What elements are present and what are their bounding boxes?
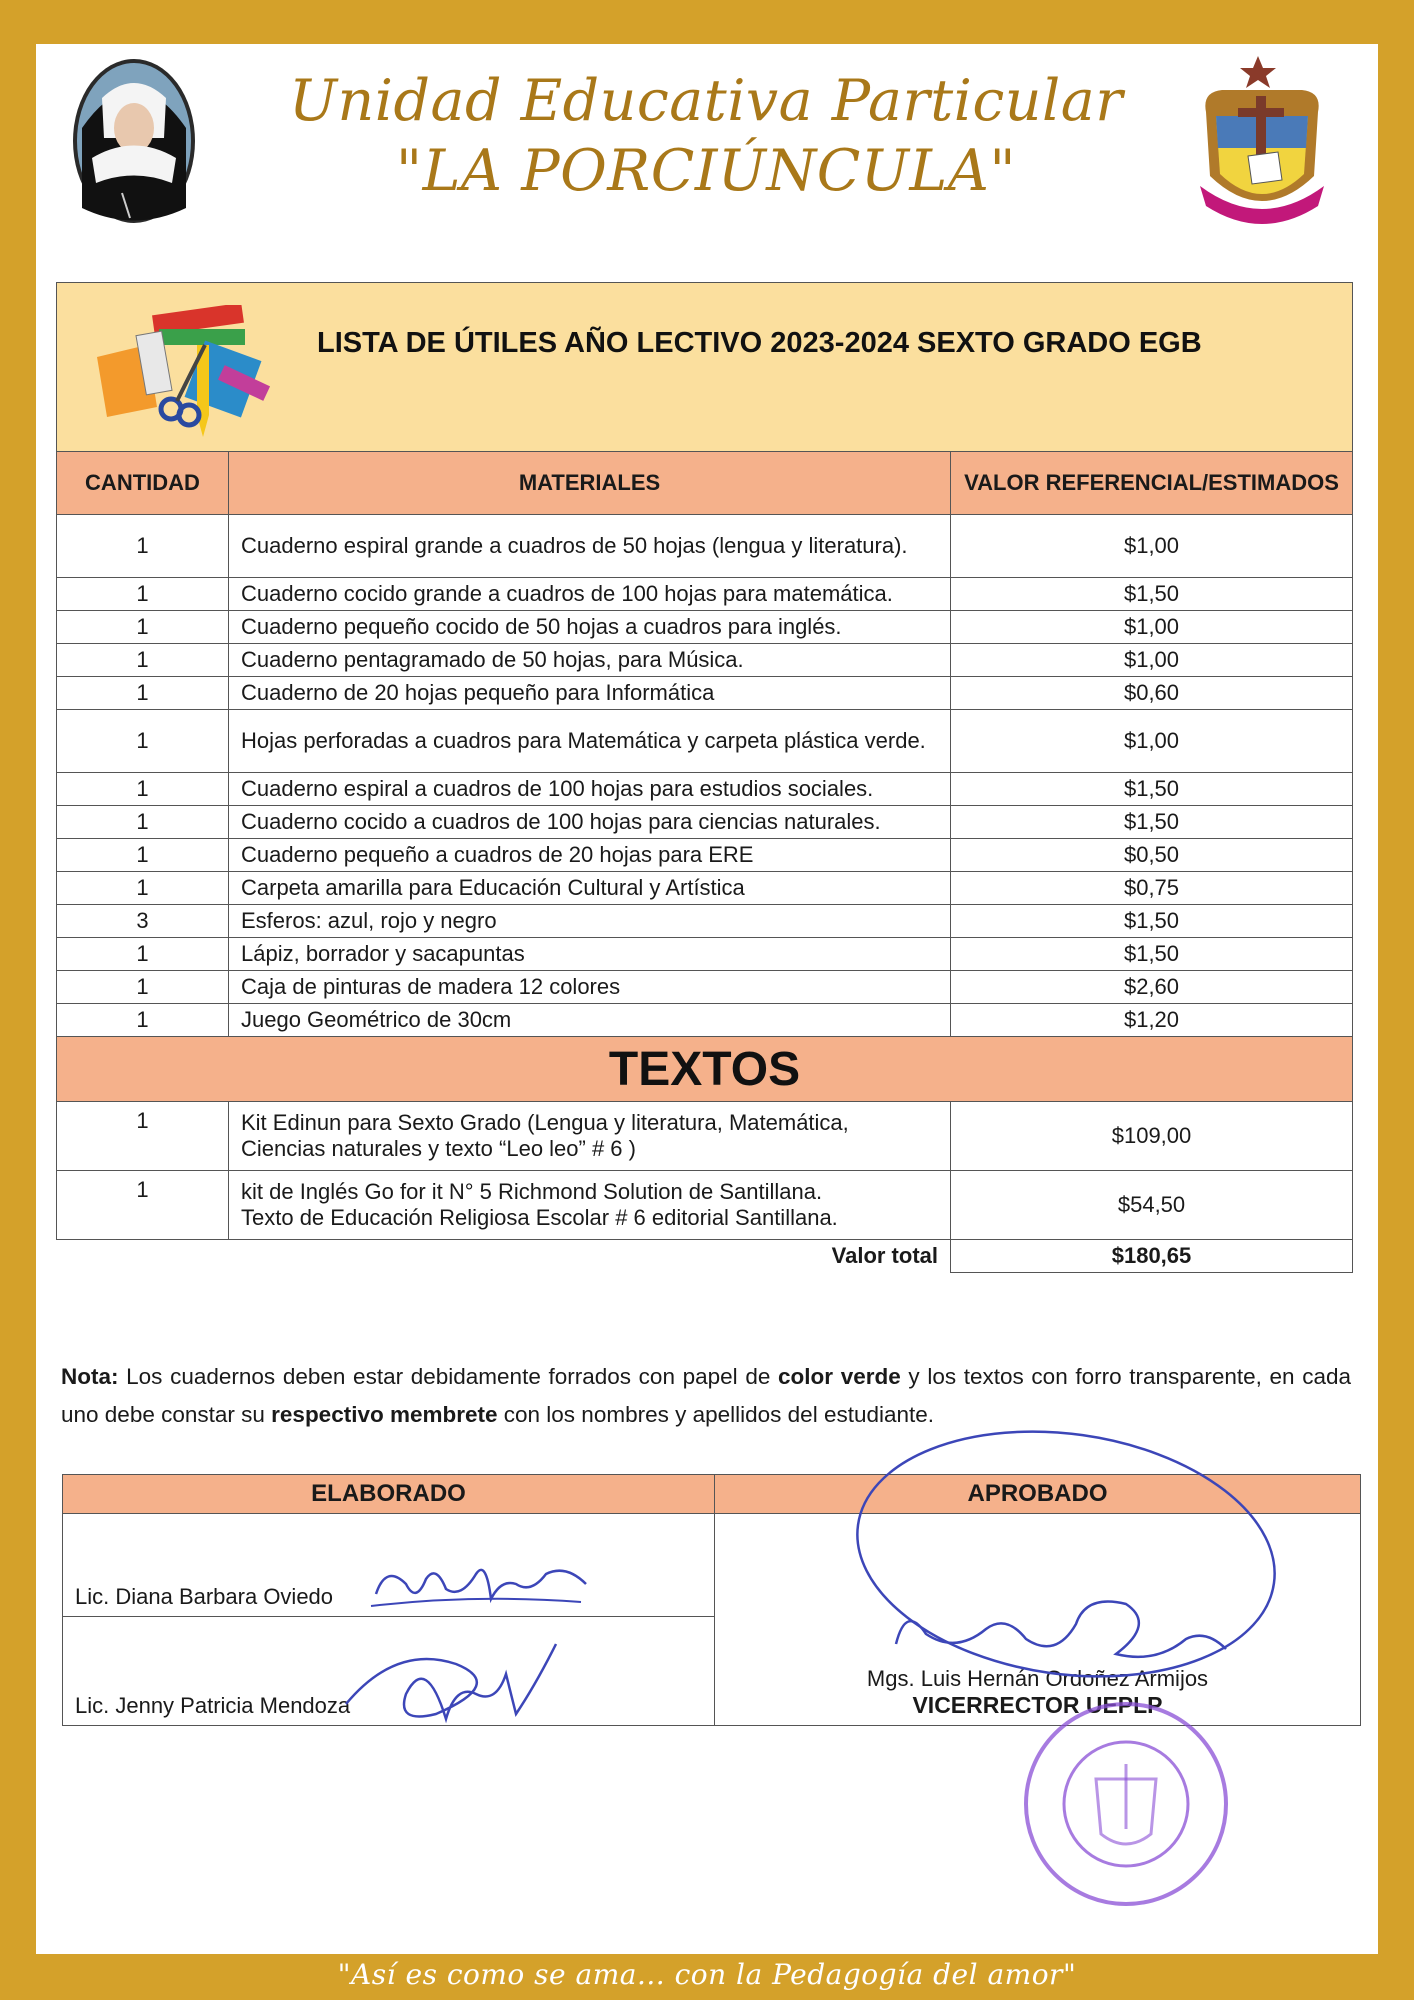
price-cell: $1,00 (951, 611, 1353, 644)
material-cell: Cuaderno pequeño a cuadros de 20 hojas para ERE (229, 839, 951, 872)
table-row (57, 644, 1353, 677)
quantity-cell: 1 (57, 578, 229, 611)
table-row (57, 611, 1353, 644)
school-supplies-clipart (93, 305, 273, 441)
school-name-line2: "LA PORCIÚNCULA" (395, 138, 1017, 204)
school-name (216, 66, 1196, 206)
material-cell (229, 1171, 951, 1240)
material-cell: Hojas perforadas a cuadros para Matemática y carpeta plástica verde. (229, 710, 951, 773)
price-cell: $1,50 (951, 938, 1353, 971)
prepared-header: ELABORADO (63, 1475, 715, 1514)
list-header-row (57, 452, 1353, 515)
table-row (57, 938, 1353, 971)
list-title: LISTA DE ÚTILES AÑO LECTIVO 2023-2024 SEXTO GRADO EGB (317, 327, 1202, 359)
approved-by-name: Mgs. Luis Hernán Ordoñez Armijos (866, 1666, 1209, 1691)
quantity-cell: 1 (57, 1102, 229, 1171)
material-cell: Cuaderno pequeño cocido de 50 hojas a cuadros para inglés. (229, 611, 951, 644)
table-row (57, 872, 1353, 905)
signatures-table (62, 1474, 1361, 1726)
price-cell: $0,75 (951, 872, 1353, 905)
founder-portrait-image (72, 58, 196, 224)
price-cell: $54,50 (951, 1171, 1353, 1240)
column-header-quantity: CANTIDAD (57, 452, 229, 515)
note-text: Los cuadernos deben estar debidamente forrados con papel de (118, 1364, 779, 1389)
quantity-cell: 1 (57, 839, 229, 872)
table-row (57, 1171, 1353, 1240)
quantity-cell: 1 (57, 611, 229, 644)
column-header-materials: MATERIALES (229, 452, 951, 515)
price-cell: $1,00 (951, 710, 1353, 773)
note-label: Nota: (61, 1364, 119, 1389)
price-cell: $1,20 (951, 1004, 1353, 1037)
texts-section-header (57, 1037, 1353, 1102)
approved-by-title: VICERRECTOR UEPLP (912, 1692, 1163, 1718)
total-row (57, 1240, 1353, 1273)
price-cell: $1,50 (951, 773, 1353, 806)
price-cell: $2,60 (951, 971, 1353, 1004)
prepared-by-name: Lic. Jenny Patricia Mendoza (75, 1693, 351, 1718)
quantity-cell: 1 (57, 773, 229, 806)
table-row (57, 710, 1353, 773)
table-row (57, 905, 1353, 938)
approved-header: APROBADO (715, 1475, 1361, 1514)
table-row (57, 578, 1353, 611)
material-cell: Cuaderno cocido grande a cuadros de 100 hojas para matemática. (229, 578, 951, 611)
table-row (57, 773, 1353, 806)
supplies-list-table (56, 282, 1353, 1273)
material-line: kit de Inglés Go for it N° 5 Richmond Solution de Santillana. (241, 1179, 823, 1204)
quantity-cell: 1 (57, 971, 229, 1004)
note-text: y los textos con forro transparente, en cada uno debe constar su (61, 1364, 1351, 1427)
quantity-cell: 1 (57, 1004, 229, 1037)
column-header-value: VALOR REFERENCIAL/ESTIMADOS (951, 452, 1353, 515)
prepared-by-cell (63, 1617, 715, 1726)
price-cell: $109,00 (951, 1102, 1353, 1171)
material-cell: Lápiz, borrador y sacapuntas (229, 938, 951, 971)
table-row (57, 515, 1353, 578)
quantity-cell: 1 (57, 644, 229, 677)
material-cell: Cuaderno cocido a cuadros de 100 hojas para ciencias naturales. (229, 806, 951, 839)
note-text: con los nombres y apellidos del estudiante. (497, 1402, 935, 1427)
prepared-by-name: Lic. Diana Barbara Oviedo (75, 1584, 334, 1609)
price-cell: $1,50 (951, 578, 1353, 611)
material-cell: Cuaderno espiral grande a cuadros de 50 hojas (lengua y literatura). (229, 515, 951, 578)
document-page (36, 44, 1378, 1954)
table-row (57, 839, 1353, 872)
material-cell: Esferos: azul, rojo y negro (229, 905, 951, 938)
material-cell: Cuaderno pentagramado de 50 hojas, para Música. (229, 644, 951, 677)
material-cell: Kit Edinun para Sexto Grado (Lengua y literatura, Matemática, Ciencias naturales y texto “Leo leo” # 6 ) (229, 1102, 951, 1171)
price-cell: $1,50 (951, 806, 1353, 839)
price-cell: $1,00 (951, 644, 1353, 677)
note-paragraph (61, 1358, 1351, 1434)
material-cell: Juego Geométrico de 30cm (229, 1004, 951, 1037)
total-value: $180,65 (951, 1240, 1353, 1273)
table-row (57, 1102, 1353, 1171)
note-emphasis: color verde (778, 1364, 901, 1389)
quantity-cell: 1 (57, 677, 229, 710)
price-cell: $1,00 (951, 515, 1353, 578)
vicerrectorado-stamp (1011, 1694, 1241, 1914)
price-cell: $0,60 (951, 677, 1353, 710)
prepared-by-cell (63, 1514, 715, 1617)
table-row (57, 971, 1353, 1004)
school-crest-logo (1192, 56, 1332, 228)
quantity-cell: 1 (57, 710, 229, 773)
quantity-cell: 1 (57, 515, 229, 578)
price-cell: $0,50 (951, 839, 1353, 872)
quantity-cell: 1 (57, 806, 229, 839)
quantity-cell: 1 (57, 1171, 229, 1240)
quantity-cell: 3 (57, 905, 229, 938)
footer-motto: "Así es como se ama... con la Pedagogía del amor" (337, 1958, 1077, 1991)
total-label: Valor total (831, 1243, 938, 1269)
quantity-cell: 1 (57, 938, 229, 971)
table-row (57, 806, 1353, 839)
list-banner (57, 283, 1353, 452)
note-emphasis: respectivo membrete (271, 1402, 498, 1427)
material-cell: Carpeta amarilla para Educación Cultural y Artística (229, 872, 951, 905)
quantity-cell: 1 (57, 872, 229, 905)
school-name-line1: Unidad Educativa Particular (289, 68, 1123, 134)
table-row (57, 1004, 1353, 1037)
material-line: Texto de Educación Religiosa Escolar # 6 editorial Santillana. (241, 1205, 838, 1230)
price-cell: $1,50 (951, 905, 1353, 938)
material-cell: Cuaderno de 20 hojas pequeño para Informática (229, 677, 951, 710)
material-cell: Caja de pinturas de madera 12 colores (229, 971, 951, 1004)
texts-heading: TEXTOS (57, 1037, 1353, 1102)
approved-by-cell (715, 1514, 1361, 1726)
material-cell: Cuaderno espiral a cuadros de 100 hojas para estudios sociales. (229, 773, 951, 806)
table-row (57, 677, 1353, 710)
